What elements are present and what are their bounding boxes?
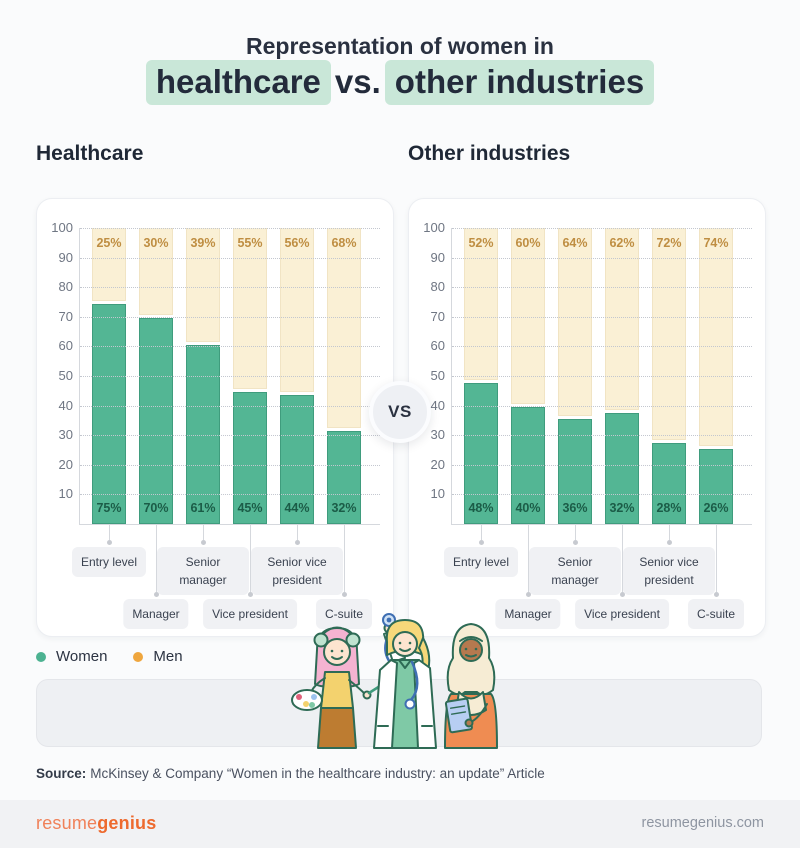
men-bar-segment <box>92 228 126 301</box>
y-axis-tick-label: 20 <box>58 456 73 472</box>
section-title-healthcare: Healthcare <box>36 142 144 165</box>
gridline <box>452 258 752 259</box>
men-value-label: 30% <box>143 236 169 250</box>
women-bar-segment <box>464 383 498 524</box>
women-value-label: 32% <box>331 501 357 515</box>
men-bar-segment <box>652 228 686 440</box>
gridline <box>452 287 752 288</box>
legend-label-men: Men <box>153 648 183 665</box>
y-axis-tick-label: 80 <box>430 279 445 295</box>
category-callout-line <box>297 525 298 540</box>
category-callout-dot <box>295 540 300 545</box>
gridline <box>452 346 752 347</box>
men-bar-segment <box>464 228 498 380</box>
gridline <box>80 494 380 495</box>
men-bar-segment <box>280 228 314 392</box>
y-axis-tick-label: 20 <box>430 456 445 472</box>
women-bar-segment <box>233 392 267 524</box>
men-value-label: 64% <box>562 236 588 250</box>
legend-item-men <box>133 648 182 665</box>
men-bar-segment <box>699 228 733 446</box>
title-separator: vs. <box>334 63 381 100</box>
y-axis-tick-label: 90 <box>58 249 73 265</box>
logo-resume-part: resume <box>36 813 98 833</box>
y-axis-tick-label: 40 <box>430 397 445 413</box>
women-legend-dot-icon <box>36 652 46 662</box>
y-axis-tick-label: 30 <box>58 427 73 443</box>
y-axis-tick-label: 100 <box>51 220 73 235</box>
y-axis-tick-label: 60 <box>58 338 73 354</box>
source-prefix: Source: <box>36 766 87 781</box>
men-bar-segment <box>605 228 639 410</box>
men-value-label: 25% <box>96 236 122 250</box>
legend-item-women <box>36 648 107 665</box>
women-value-label: 26% <box>703 501 729 515</box>
women-bar-segment <box>139 318 173 524</box>
resumegenius-logo <box>36 813 156 834</box>
category-callout-dot <box>107 540 112 545</box>
gridline <box>452 376 752 377</box>
category-callout-line <box>481 525 482 540</box>
men-value-label: 55% <box>237 236 263 250</box>
y-axis-tick-label: 30 <box>430 427 445 443</box>
men-bar-segment <box>558 228 592 416</box>
women-value-label: 45% <box>237 501 263 515</box>
men-bar-segment <box>186 228 220 342</box>
category-callout-dot <box>667 540 672 545</box>
women-value-label: 48% <box>468 501 494 515</box>
men-value-label: 72% <box>656 236 682 250</box>
y-axis-tick-label: 10 <box>430 486 445 502</box>
category-label: Senior manager <box>157 547 249 595</box>
category-label: Entry level <box>444 547 518 577</box>
y-axis-tick-label: 70 <box>58 308 73 324</box>
gridline <box>80 435 380 436</box>
gridline <box>80 287 380 288</box>
category-label: Senior manager <box>529 547 621 595</box>
men-bar-segment <box>139 228 173 315</box>
category-label: Manager <box>123 599 188 629</box>
men-value-label: 52% <box>468 236 494 250</box>
logo-genius-part: genius <box>97 813 157 833</box>
gridline <box>452 406 752 407</box>
category-callout-dot <box>573 540 578 545</box>
category-label: Manager <box>495 599 560 629</box>
gridline <box>452 228 752 229</box>
gridline <box>80 258 380 259</box>
women-value-label: 36% <box>562 501 588 515</box>
men-legend-dot-icon <box>133 652 143 662</box>
other-industries-chart-panel <box>408 198 766 637</box>
vs-badge: VS <box>369 381 431 443</box>
y-axis-tick-label: 40 <box>58 397 73 413</box>
gridline <box>452 494 752 495</box>
gridline <box>452 317 752 318</box>
healthcare-chart-panel <box>36 198 394 637</box>
women-value-label: 28% <box>656 501 682 515</box>
women-value-label: 70% <box>143 501 169 515</box>
men-bar-segment <box>233 228 267 389</box>
category-callout-line <box>109 525 110 540</box>
category-label: Senior vice president <box>251 547 343 595</box>
legend <box>36 648 183 665</box>
gridline <box>80 317 380 318</box>
category-label: C-suite <box>316 599 372 629</box>
section-title-other-industries: Other industries <box>408 142 571 165</box>
title-highlight-healthcare: healthcare <box>146 60 331 105</box>
category-callout-dot <box>714 592 719 597</box>
category-callout-dot <box>479 540 484 545</box>
footer-site-url: resumegenius.com <box>641 815 764 831</box>
title-highlight-other-industries: other industries <box>385 60 654 105</box>
women-value-label: 75% <box>96 501 122 515</box>
category-callout-dot <box>342 592 347 597</box>
healthcare-plot-area <box>79 228 380 621</box>
source-text: McKinsey & Company “Women in the healthcare industry: an update” Article <box>90 766 545 781</box>
source-attribution <box>36 766 545 781</box>
y-axis-tick-label: 50 <box>58 368 73 383</box>
category-callout-dot <box>201 540 206 545</box>
women-value-label: 44% <box>284 501 310 515</box>
category-label: Entry level <box>72 547 146 577</box>
men-value-label: 74% <box>703 236 729 250</box>
gridline <box>452 465 752 466</box>
women-bar-segment <box>327 431 361 524</box>
category-callout-line <box>716 525 717 592</box>
y-axis-tick-label: 90 <box>430 249 445 265</box>
three-women-professionals-illustration <box>281 608 521 753</box>
women-bar-segment <box>92 304 126 525</box>
men-value-label: 62% <box>609 236 635 250</box>
women-value-label: 61% <box>190 501 216 515</box>
women-value-label: 40% <box>515 501 541 515</box>
category-callout-line <box>575 525 576 540</box>
y-axis-tick-label: 50 <box>430 368 445 383</box>
footer <box>0 800 800 848</box>
gridline <box>80 465 380 466</box>
category-label: Vice president <box>203 599 297 629</box>
women-value-label: 32% <box>609 501 635 515</box>
page-title-line2 <box>0 63 800 101</box>
y-axis-tick-label: 70 <box>430 308 445 324</box>
gridline <box>80 406 380 407</box>
men-value-label: 39% <box>190 236 216 250</box>
men-value-label: 68% <box>331 236 357 250</box>
category-label: C-suite <box>688 599 744 629</box>
women-bar-segment <box>699 449 733 524</box>
gridline <box>80 346 380 347</box>
women-bar-segment <box>652 443 686 524</box>
category-callout-line <box>344 525 345 592</box>
y-axis-tick-label: 80 <box>58 279 73 295</box>
gridline <box>452 435 752 436</box>
women-bar-segment <box>280 395 314 524</box>
category-label: Vice president <box>575 599 669 629</box>
page-title-line1: Representation of women in <box>246 33 554 59</box>
category-callout-line <box>203 525 204 540</box>
y-axis-tick-label: 10 <box>58 486 73 502</box>
y-axis-tick-label: 100 <box>423 220 445 235</box>
y-axis-tick-label: 60 <box>430 338 445 354</box>
men-value-label: 60% <box>515 236 541 250</box>
gridline <box>80 228 380 229</box>
category-label: Senior vice president <box>623 547 715 595</box>
gridline <box>80 376 380 377</box>
women-bar-segment <box>605 413 639 524</box>
legend-label-women: Women <box>56 648 108 665</box>
men-value-label: 56% <box>284 236 310 250</box>
category-callout-line <box>669 525 670 540</box>
other-industries-plot-area <box>451 228 752 621</box>
